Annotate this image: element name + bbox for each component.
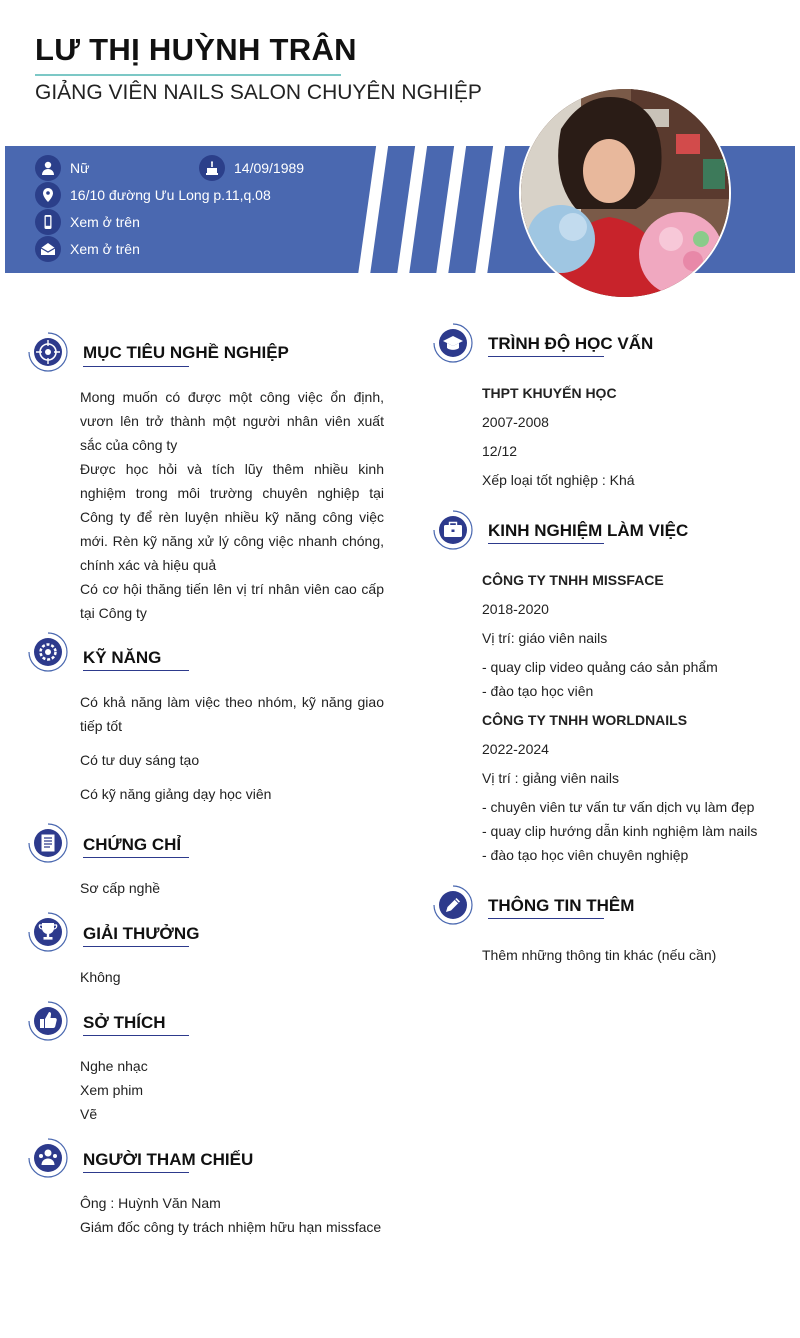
candidate-name: LƯ THỊ HUỲNH TRÂN bbox=[35, 32, 357, 67]
briefcase-icon bbox=[433, 510, 473, 550]
profile-photo bbox=[519, 87, 731, 299]
graduation-cap-icon bbox=[433, 323, 473, 363]
decorative-stripe bbox=[473, 146, 506, 273]
birthday-value: 14/09/1989 bbox=[234, 160, 305, 176]
extra-info-section-header bbox=[433, 885, 773, 925]
education-grade: 12/12 bbox=[482, 443, 518, 459]
phone-icon bbox=[35, 209, 61, 235]
company-name: CÔNG TY TNHH MISSFACE bbox=[482, 572, 664, 588]
awards-section-header bbox=[28, 912, 398, 952]
education-years: 2007-2008 bbox=[482, 414, 549, 430]
education-rank: Xếp loại tốt nghiệp : Khá bbox=[482, 472, 635, 488]
job-years: 2022-2024 bbox=[482, 741, 549, 757]
section-title: TRÌNH ĐỘ HỌC VẤN bbox=[488, 334, 654, 353]
phone-value: Xem ở trên bbox=[70, 214, 140, 230]
reference-item: Giám đốc công ty trách nhiệm hữu hạn missface bbox=[80, 1219, 382, 1235]
certificates-section-header bbox=[28, 823, 398, 863]
section-title: THÔNG TIN THÊM bbox=[488, 896, 635, 915]
section-title: KINH NGHIỆM LÀM VIỆC bbox=[488, 521, 689, 540]
title-underline bbox=[488, 543, 604, 544]
trophy-icon bbox=[28, 912, 68, 952]
title-underline bbox=[488, 918, 604, 919]
contact-phone bbox=[35, 209, 140, 235]
experience-section-header bbox=[433, 510, 773, 550]
title-underline bbox=[83, 1035, 189, 1036]
job-duty: - chuyên viên tư vấn tư vấn dịch vụ làm đẹp bbox=[482, 799, 755, 815]
school-name: THPT KHUYẾN HỌC bbox=[482, 385, 617, 401]
section-title: SỞ THÍCH bbox=[83, 1013, 166, 1032]
skill-item: Có kỹ năng giảng dạy học viên bbox=[80, 786, 272, 802]
title-underline bbox=[83, 1172, 189, 1173]
people-icon bbox=[28, 1138, 68, 1178]
skills-section-header bbox=[28, 632, 398, 672]
section-title: KỸ NĂNG bbox=[83, 648, 162, 667]
job-title: GIẢNG VIÊN NAILS SALON CHUYÊN NGHIỆP bbox=[35, 81, 482, 104]
objective-paragraph: Mong muốn có được một công việc ổn định, vươn lên trở thành một người nhân viên xuất sắc của công ty bbox=[80, 389, 384, 453]
contact-birthday bbox=[199, 155, 304, 181]
education-section-header bbox=[433, 323, 773, 363]
email-value: Xem ở trên bbox=[70, 241, 140, 257]
mail-icon bbox=[35, 236, 61, 262]
title-underline bbox=[83, 857, 189, 858]
extra-info-text: Thêm những thông tin khác (nếu cần) bbox=[482, 947, 717, 963]
user-icon bbox=[35, 155, 61, 181]
pencil-icon bbox=[433, 885, 473, 925]
section-title: GIẢI THƯỞNG bbox=[83, 924, 200, 943]
title-underline bbox=[488, 356, 604, 357]
section-title: CHỨNG CHỈ bbox=[83, 835, 182, 854]
address-value: 16/10 đường Ưu Long p.11,q.08 bbox=[70, 187, 271, 203]
gender-value: Nữ bbox=[70, 160, 90, 176]
decorative-stripe bbox=[434, 146, 467, 273]
hobby-item: Xem phim bbox=[80, 1082, 144, 1098]
contact-address bbox=[35, 182, 271, 208]
job-position: Vị trí : giảng viên nails bbox=[482, 770, 619, 786]
thumbs-up-icon bbox=[28, 1001, 68, 1041]
cake-icon bbox=[199, 155, 225, 181]
title-underline bbox=[83, 946, 189, 947]
title-underline bbox=[83, 670, 189, 671]
decorative-stripe bbox=[395, 146, 428, 273]
location-pin-icon bbox=[35, 182, 61, 208]
hobbies-section-header bbox=[28, 1001, 398, 1041]
title-underline bbox=[83, 366, 189, 367]
contact-gender bbox=[35, 155, 89, 181]
target-icon bbox=[28, 332, 68, 372]
job-position: Vị trí: giáo viên nails bbox=[482, 630, 608, 646]
decorative-stripe bbox=[356, 146, 389, 273]
document-icon bbox=[28, 823, 68, 863]
reference-item: Ông : Huỳnh Văn Nam bbox=[80, 1195, 221, 1211]
skill-item: Có tư duy sáng tạo bbox=[80, 752, 200, 768]
job-years: 2018-2020 bbox=[482, 601, 549, 617]
section-title: NGƯỜI THAM CHIẾU bbox=[83, 1150, 254, 1169]
certificate-item: Sơ cấp nghề bbox=[80, 880, 161, 896]
objective-section-header bbox=[28, 332, 398, 372]
name-underline bbox=[35, 74, 341, 76]
hobby-item: Nghe nhạc bbox=[80, 1058, 148, 1074]
hobby-item: Vẽ bbox=[80, 1106, 98, 1122]
award-item: Không bbox=[80, 969, 121, 985]
gear-icon bbox=[28, 632, 68, 672]
job-duty: - đào tạo học viên chuyên nghiệp bbox=[482, 847, 689, 863]
job-duty: - đào tạo học viên bbox=[482, 683, 594, 699]
references-section-header bbox=[28, 1138, 398, 1178]
job-duty: - quay clip hướng dẫn kinh nghiệm làm nails bbox=[482, 823, 758, 839]
skill-item: Có khả năng làm việc theo nhóm, kỹ năng giao tiếp tốt bbox=[80, 694, 384, 734]
job-duty: - quay clip video quảng cáo sản phẩm bbox=[482, 659, 718, 675]
company-name: CÔNG TY TNHH WORLDNAILS bbox=[482, 712, 688, 728]
objective-paragraph: Được học hỏi và tích lũy thêm nhiều kinh nghiệm trong môi trường chuyên nghiệp tại Công ty để rèn luyện nhiều kỹ năng công việc mới. Rèn kỹ năng xử lý công việc nhanh chóng, chính xác và hiệu quả bbox=[80, 461, 384, 573]
section-title: MỤC TIÊU NGHỀ NGHIỆP bbox=[83, 343, 289, 362]
contact-email bbox=[35, 236, 140, 262]
objective-paragraph: Có cơ hội thăng tiến lên vị trí nhân viên cao cấp tại Công ty bbox=[80, 581, 384, 621]
